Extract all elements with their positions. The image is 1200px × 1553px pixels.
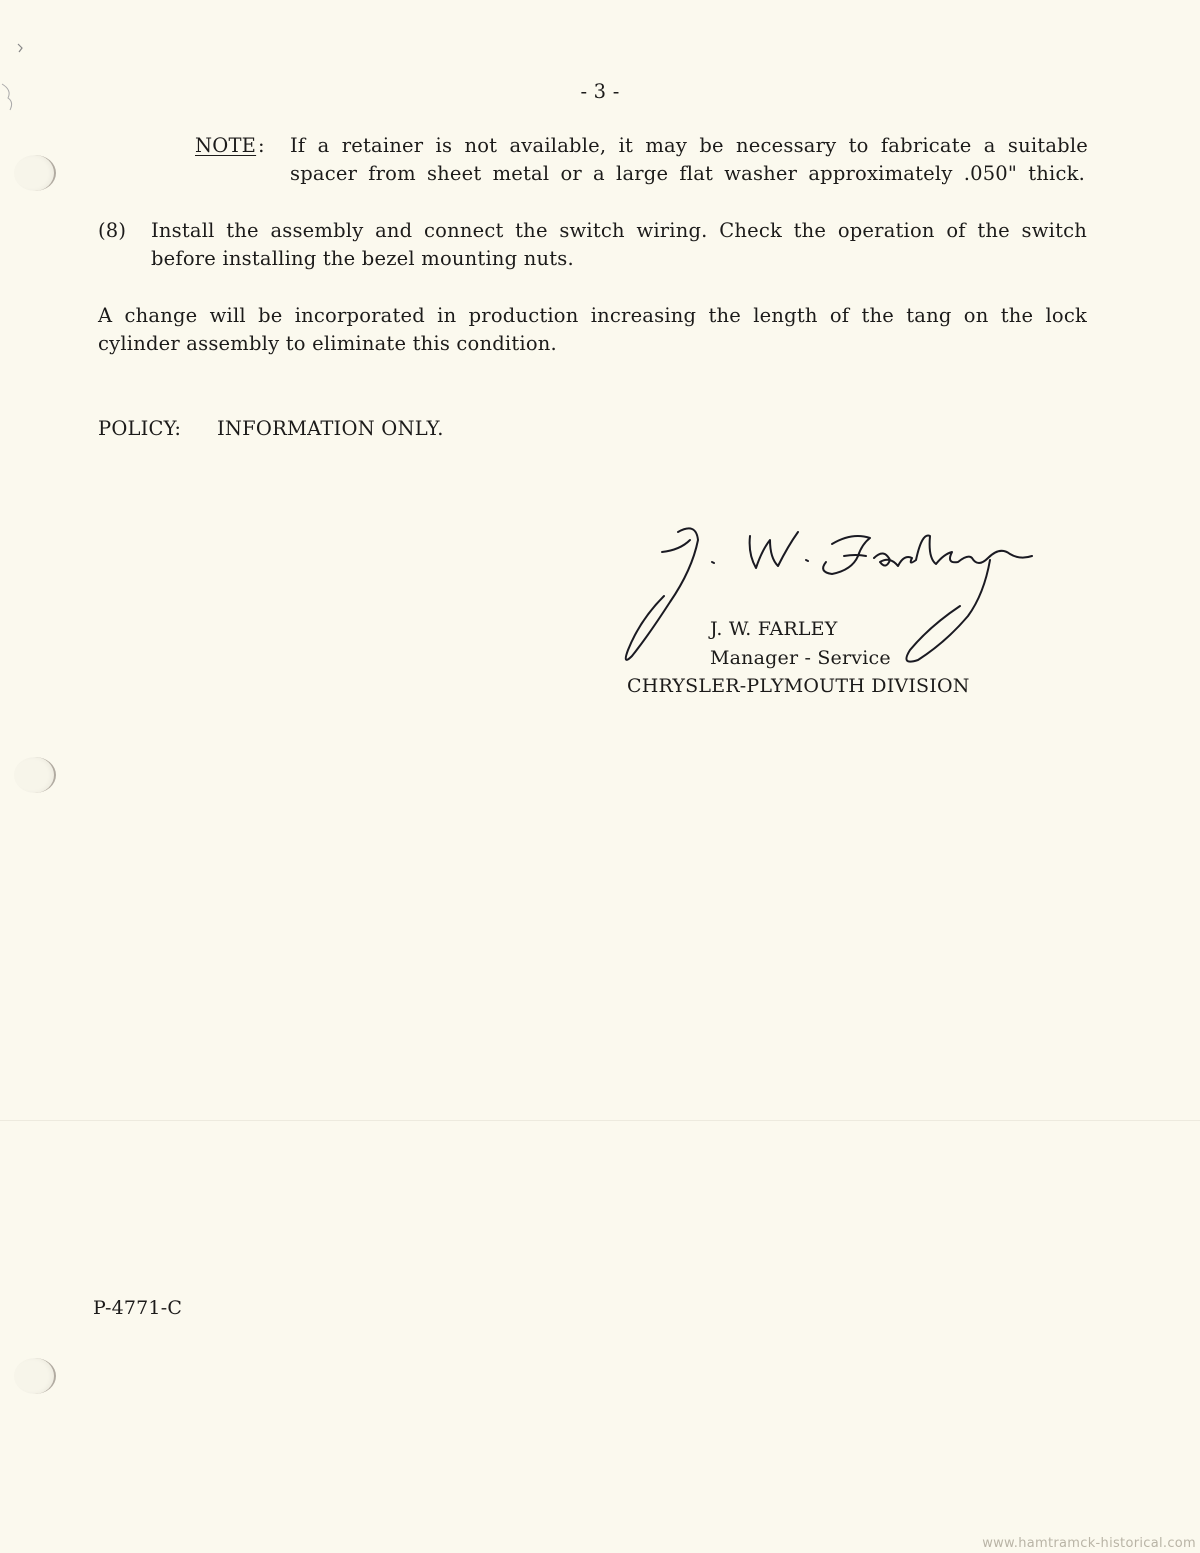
punch-hole [14,155,56,191]
step-number: (8) [98,219,127,242]
body-paragraph-line: A change will be incorporated in production increasing the length of the tang on the lock [98,304,1087,327]
body-paragraph-line: cylinder assembly to eliminate this condition. [98,332,557,355]
watermark: www.hamtramck-historical.com [982,1536,1196,1551]
page-number: - 3 - [580,80,620,103]
note-text-line: spacer from sheet metal or a large flat washer approximately .050" thick. [290,162,1085,185]
punch-hole [14,1358,56,1394]
step-text-line: before installing the bezel mounting nuts. [151,247,574,270]
punch-hole [14,757,56,793]
torn-edge-mark [0,40,28,120]
fold-line [0,1120,1200,1121]
note-text-line: If a retainer is not available, it may be necessary to fabricate a suitable [290,134,1088,157]
note-label: NOTE [195,134,257,157]
signatory-division: CHRYSLER-PLYMOUTH DIVISION [627,675,970,697]
step-text-line: Install the assembly and connect the switch wiring. Check the operation of the switch [151,219,1087,242]
signatory-title: Manager - Service [710,647,891,669]
policy-value: INFORMATION ONLY. [217,417,444,440]
signatory-name: J. W. FARLEY [710,618,838,640]
policy-label: POLICY: [98,417,182,440]
note-colon: : [258,134,265,157]
document-id: P-4771-C [93,1297,183,1319]
